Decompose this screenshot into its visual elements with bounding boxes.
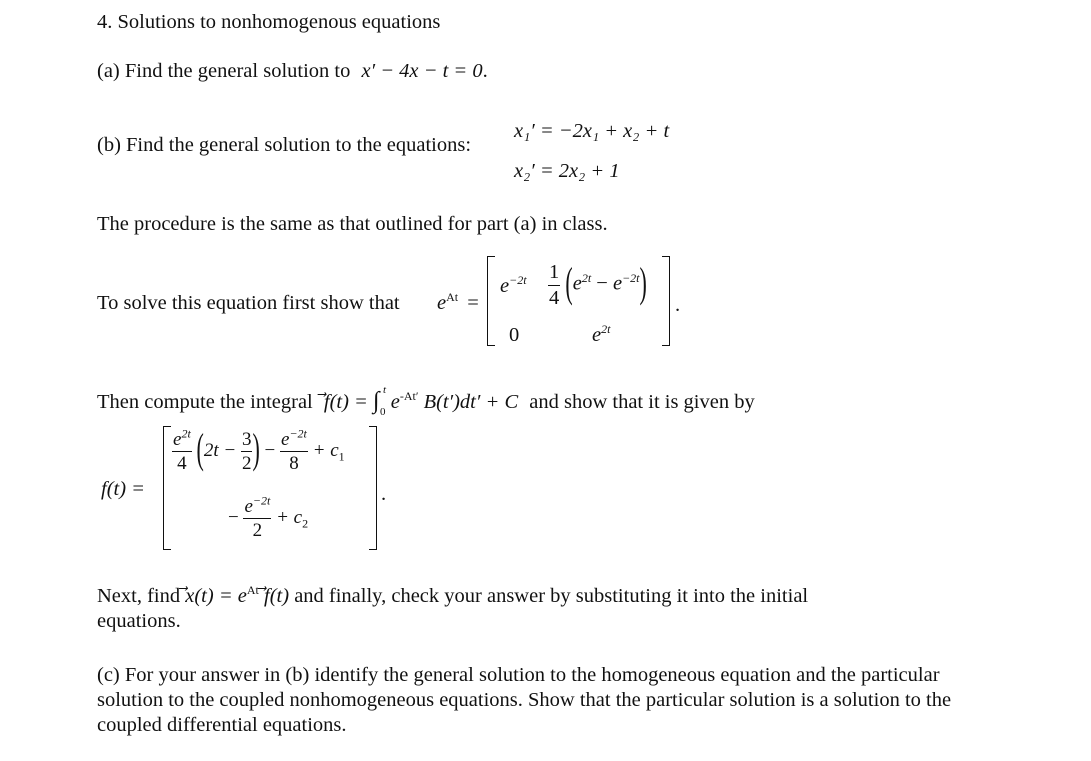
expm-m21: 0 <box>509 324 520 346</box>
expm-m12: $\frac{1}{4}$ $(e^{2t} - e^{-2t})$ <box>549 258 647 309</box>
next-text1: Next, find <box>97 585 181 607</box>
part-a-text: (a) Find the general solution to <box>97 60 351 82</box>
expm-lhs: $e^{At}$ = <box>437 290 479 314</box>
expm-m11: $e^{-2t}$ <box>500 273 527 297</box>
procedure-note: The procedure is the same as that outlined for part (a) in class. <box>97 213 608 235</box>
fvec-row1: $\frac{e^{2t}}{4}$ (2t − $\frac{3}{2}$ ) − $\frac{e^{-2t}}{8}$ + $c_1$ <box>173 424 345 474</box>
expm-bracket-right <box>662 256 670 346</box>
part-b-eq2: x₂′ = 2x₂ + 1 <box>514 160 620 182</box>
integral-integrand: $e^{-At'}$ <box>390 389 419 413</box>
fvec-end: . <box>381 483 387 505</box>
part-a-equation: x′ − 4x − t = 0 <box>361 60 483 82</box>
integral-b-term: B(t′)dt′ + C <box>423 391 519 413</box>
integral-line <box>97 384 755 418</box>
integral-text-after: and show that it is given by <box>529 391 755 413</box>
fvec-bracket-right <box>369 426 377 550</box>
problem-heading: 4. Solutions to nonhomogenous equations <box>97 11 441 33</box>
next-x: $x(t) = e^{At}$ f(t) <box>185 583 290 607</box>
fvec-row2: − $\frac{e^{-2t}}{2}$ + $c_2$ <box>228 493 309 541</box>
integral-text-before: Then compute the integral <box>97 391 313 413</box>
part-b-eq1: x₁′ = −2x₁ + x₂ + t <box>514 120 670 142</box>
next-text3: equations. <box>97 610 181 632</box>
next-step <box>97 584 977 634</box>
fvec-bracket-left <box>163 426 171 550</box>
part-a <box>97 59 488 84</box>
expm-end: . <box>675 294 681 316</box>
expm-m22: $e^{2t}$ <box>592 322 611 346</box>
part-c: (c) For your answer in (b) identify the general solution to the homogeneous equation and the particular solution to the coupled nonhomogeneous equations. Show that the particular solution is a solution to the coupled differential equations. <box>97 664 952 736</box>
fvec-lhs: f(t) = <box>101 478 146 500</box>
integral-lhs: f(t) = <box>323 391 368 413</box>
expm-bracket-left <box>487 256 495 346</box>
part-b-text: (b) Find the general solution to the equations: <box>97 134 472 156</box>
part-a-end: . <box>482 60 488 82</box>
show-expm-text: To solve this equation first show that <box>97 292 400 314</box>
integral-sign: ∫ t 0 <box>373 384 387 418</box>
next-text2: and finally, check your answer by substituting it into the initial <box>294 585 809 607</box>
